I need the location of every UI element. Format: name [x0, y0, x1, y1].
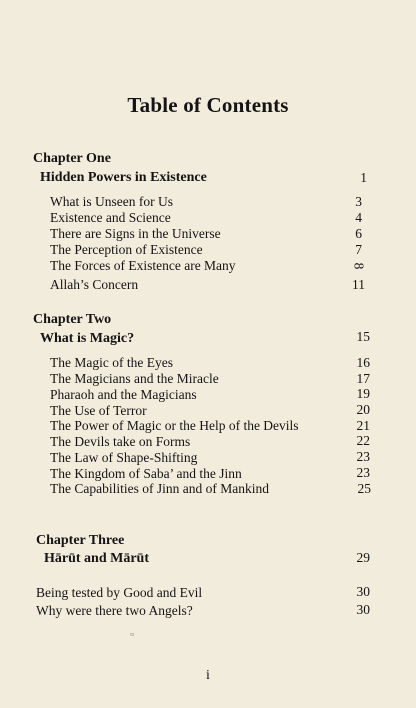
toc-entry-page: 17 — [356, 371, 370, 386]
toc-entry: The Devils take on Forms — [50, 434, 191, 449]
chapter-three-heading-page: 29 — [356, 550, 370, 565]
toc-entry: Existence and Science — [50, 210, 171, 225]
toc-entry-page: 7 — [355, 242, 362, 257]
toc-entry-page: 23 — [356, 465, 370, 480]
toc-entry: The Magicians and the Miracle — [50, 371, 219, 386]
chapter-one-heading-page: 1 — [360, 170, 367, 185]
toc-entry: The Forces of Existence are Many — [50, 258, 236, 273]
toc-entry-page: 25 — [357, 481, 371, 496]
toc-entry-page: 16 — [356, 355, 370, 370]
page-title: Table of Contents — [127, 93, 289, 117]
toc-entry-page: 22 — [356, 433, 370, 448]
toc-entry: Pharaoh and the Magicians — [50, 387, 197, 402]
toc-entry-page: 11 — [352, 277, 365, 292]
toc-entry: The Perception of Existence — [50, 242, 203, 257]
chapter-two-heading: What is Magic? — [40, 331, 135, 346]
paper-speck: ≈ — [130, 630, 135, 639]
toc-entry: The Kingdom of Saba’ and the Jinn — [50, 466, 242, 481]
toc-entry: What is Unseen for Us — [50, 194, 173, 209]
chapter-two-heading-page: 15 — [356, 329, 370, 344]
toc-entry: There are Signs in the Universe — [50, 226, 221, 241]
toc-entry-page: 23 — [356, 449, 370, 464]
chapter-three-heading: Hārūt and Mārūt — [44, 551, 149, 566]
toc-entry-page: 21 — [356, 418, 370, 433]
toc-entry-page: 3 — [355, 194, 362, 209]
page-folio: i — [206, 668, 210, 683]
toc-entry: The Law of Shape-Shifting — [50, 450, 198, 465]
chapter-two-label: Chapter Two — [33, 312, 112, 327]
chapter-one-label: Chapter One — [33, 151, 111, 166]
toc-entry: The Use of Terror — [50, 403, 147, 418]
toc-entry-page: 4 — [355, 210, 362, 225]
toc-entry: Why were there two Angels? — [36, 603, 193, 618]
toc-entry-page: 6 — [355, 226, 362, 241]
toc-entry: The Magic of the Eyes — [50, 355, 173, 370]
toc-entry: The Power of Magic or the Help of the Devils — [50, 418, 299, 433]
toc-entry-page: 20 — [356, 402, 370, 417]
toc-entry-page: 8 — [351, 262, 367, 270]
toc-entry: Being tested by Good and Evil — [36, 585, 203, 600]
toc-entry-page: 19 — [356, 386, 370, 401]
toc-entry: The Capabilities of Jinn and of Mankind — [50, 481, 269, 496]
chapter-three-label: Chapter Three — [36, 533, 125, 548]
toc-entry-page: 30 — [356, 602, 370, 617]
toc-entry: Allah’s Concern — [50, 277, 139, 292]
chapter-one-heading: Hidden Powers in Existence — [40, 170, 207, 185]
toc-entry-page: 30 — [356, 584, 370, 599]
